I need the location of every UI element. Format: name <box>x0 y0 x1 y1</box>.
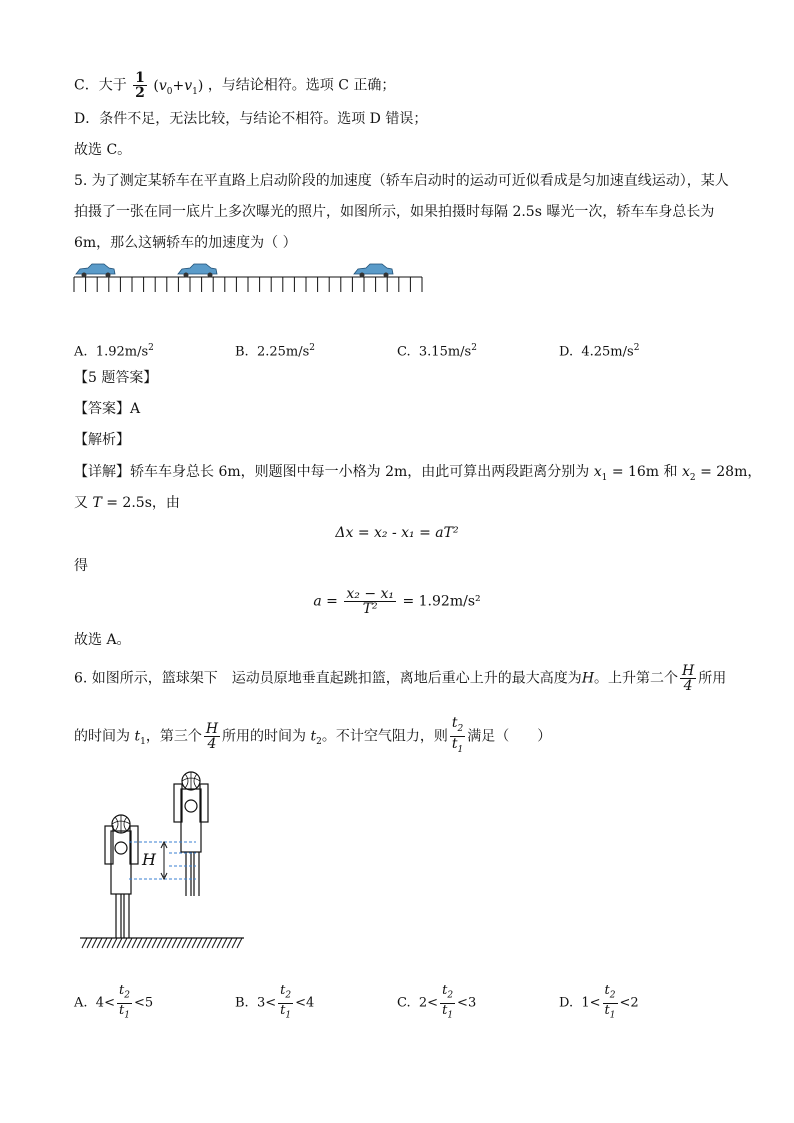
hatch-mark <box>112 938 117 948</box>
q5-choose: 故选 A。 <box>74 632 131 648</box>
q5-jiexi: 【解析】 <box>74 432 130 448</box>
hatch-mark <box>117 938 122 948</box>
car-icon <box>178 264 217 278</box>
d-option-line: D．条件不足，无法比较，与结论不相符。选项 D 错误； <box>74 111 428 127</box>
q5-option-c[interactable]: C. $3.15m/s^2$ <box>397 343 477 360</box>
hatch-mark <box>217 938 222 948</box>
hatch-mark <box>227 938 232 948</box>
hatch-mark <box>162 938 167 948</box>
q5-line-1: 5. 为了测定某轿车在平直路上启动阶段的加速度（轿车启动时的运动可近似看成是匀加速直线运动），某人 <box>74 173 729 189</box>
hatch-mark <box>202 938 207 948</box>
hatch-mark <box>137 938 142 948</box>
c-option-suffix: ，与结论相符。选项 C 正确； <box>207 77 396 94</box>
hatch-mark <box>92 938 97 948</box>
hatch-mark <box>152 938 157 948</box>
hatch-mark <box>97 938 102 948</box>
hatch-mark <box>147 938 152 948</box>
hatch-mark <box>232 938 237 948</box>
hatch-mark <box>222 938 227 948</box>
q5-line-2: 拍摄了一张在同一底片上多次曝光的照片，如图所示，如果拍摄时每隔 2.5s 曝光一次，轿车车身总长为 <box>74 204 715 220</box>
hatch-mark <box>172 938 177 948</box>
h-over-4: $\frac{H}{4}$ <box>205 720 219 752</box>
hatch-mark <box>197 938 202 948</box>
q5-detail-2: 又 T = 2.5s，由 <box>74 495 180 511</box>
q5-equation-2: a = $\frac{\text{x₂ − x₁}}{\text{T²}}$ = 1.92m/s² <box>313 586 481 617</box>
ground-hatch <box>82 938 242 948</box>
q6-option-a[interactable]: A. 4< $\frac{t_2}{t_1}$ <5 <box>74 983 154 1021</box>
car-icon <box>76 264 115 278</box>
c-option-line <box>74 71 395 101</box>
hatch-mark <box>82 938 87 948</box>
standing-person <box>105 815 138 938</box>
hatch-mark <box>107 938 112 948</box>
q5-option-d[interactable]: D. $4.25m/s^2$ <box>559 343 640 360</box>
q5-detail-1: 【详解】轿车车身总长 6m，则题图中每一小格为 2m，由此可算出两段距离分别为 $x_1 = 16m$ 和 $x_2 = 28m$， <box>74 464 762 483</box>
hatch-mark <box>167 938 172 948</box>
ruler-ticks <box>74 277 422 292</box>
choose-c: 故选 C。 <box>74 142 132 158</box>
q5-line-3: 6m，那么这辆轿车的加速度为（ ） <box>74 235 297 251</box>
hatch-mark <box>122 938 127 948</box>
v-sum: $(v_0+v_1)$ <box>153 77 204 97</box>
hatch-mark <box>132 938 137 948</box>
hatch-mark <box>192 938 197 948</box>
accel-fraction: $\frac{\text{x₂ − x₁}}{\text{T²}}$ <box>346 586 395 617</box>
car-exposure-figure <box>70 258 430 298</box>
t2-over-t1: $\frac{t_2}{t_1}$ <box>451 715 464 755</box>
q5-option-a[interactable]: A. $1.92m/s^2$ <box>74 343 154 360</box>
q6-line-2: 的时间为 $t_1$，第三个 $\frac{H}{4}$ 所用的时间为 $t_2$。不计空气阻力，则 $\frac{t_2}{t_1}$ 满足（ ） <box>74 715 552 755</box>
q5-equation-1: Δx = x₂ - x₁ = aT² <box>335 525 459 541</box>
q5-option-b[interactable]: B. $2.25m/s^2$ <box>235 343 316 360</box>
hatch-mark <box>157 938 162 948</box>
q5-answer-title: 【5 题答案】 <box>74 370 158 386</box>
hatch-mark <box>207 938 212 948</box>
hatch-mark <box>177 938 182 948</box>
q6-option-d[interactable]: D. 1< $\frac{t_2}{t_1}$ <2 <box>559 983 639 1021</box>
hatch-mark <box>102 938 107 948</box>
h-over-4: $\frac{H}{4}$ <box>682 663 695 694</box>
jumping-person <box>174 772 208 896</box>
half-fraction: $\frac{1}{2}$ <box>135 70 145 101</box>
hatch-mark <box>237 938 242 948</box>
c-option-prefix: C．大于 <box>74 77 127 94</box>
head-icon <box>185 800 197 812</box>
q6-option-c[interactable]: C. 2< $\frac{t_2}{t_1}$ <3 <box>397 983 477 1021</box>
jump-figure <box>74 768 249 953</box>
h-arrow <box>161 842 167 879</box>
hatch-mark <box>127 938 132 948</box>
q6-option-b[interactable]: B. 3< $\frac{t_2}{t_1}$ <4 <box>235 983 315 1021</box>
car-icon <box>354 264 393 278</box>
q6-line-1: 6. 如图所示，篮球架下 运动员原地垂直起跳扣篮，离地后重心上升的最大高度为H。上升第二个 $\frac{H}{4}$ 所用 <box>74 663 727 694</box>
q5-answer: 【答案】A <box>74 401 141 417</box>
h-label: H <box>142 850 156 869</box>
head-icon <box>115 842 127 854</box>
hatch-mark <box>142 938 147 948</box>
q5-de: 得 <box>74 558 88 574</box>
hatch-mark <box>212 938 217 948</box>
hatch-mark <box>187 938 192 948</box>
hatch-mark <box>182 938 187 948</box>
hatch-mark <box>87 938 92 948</box>
